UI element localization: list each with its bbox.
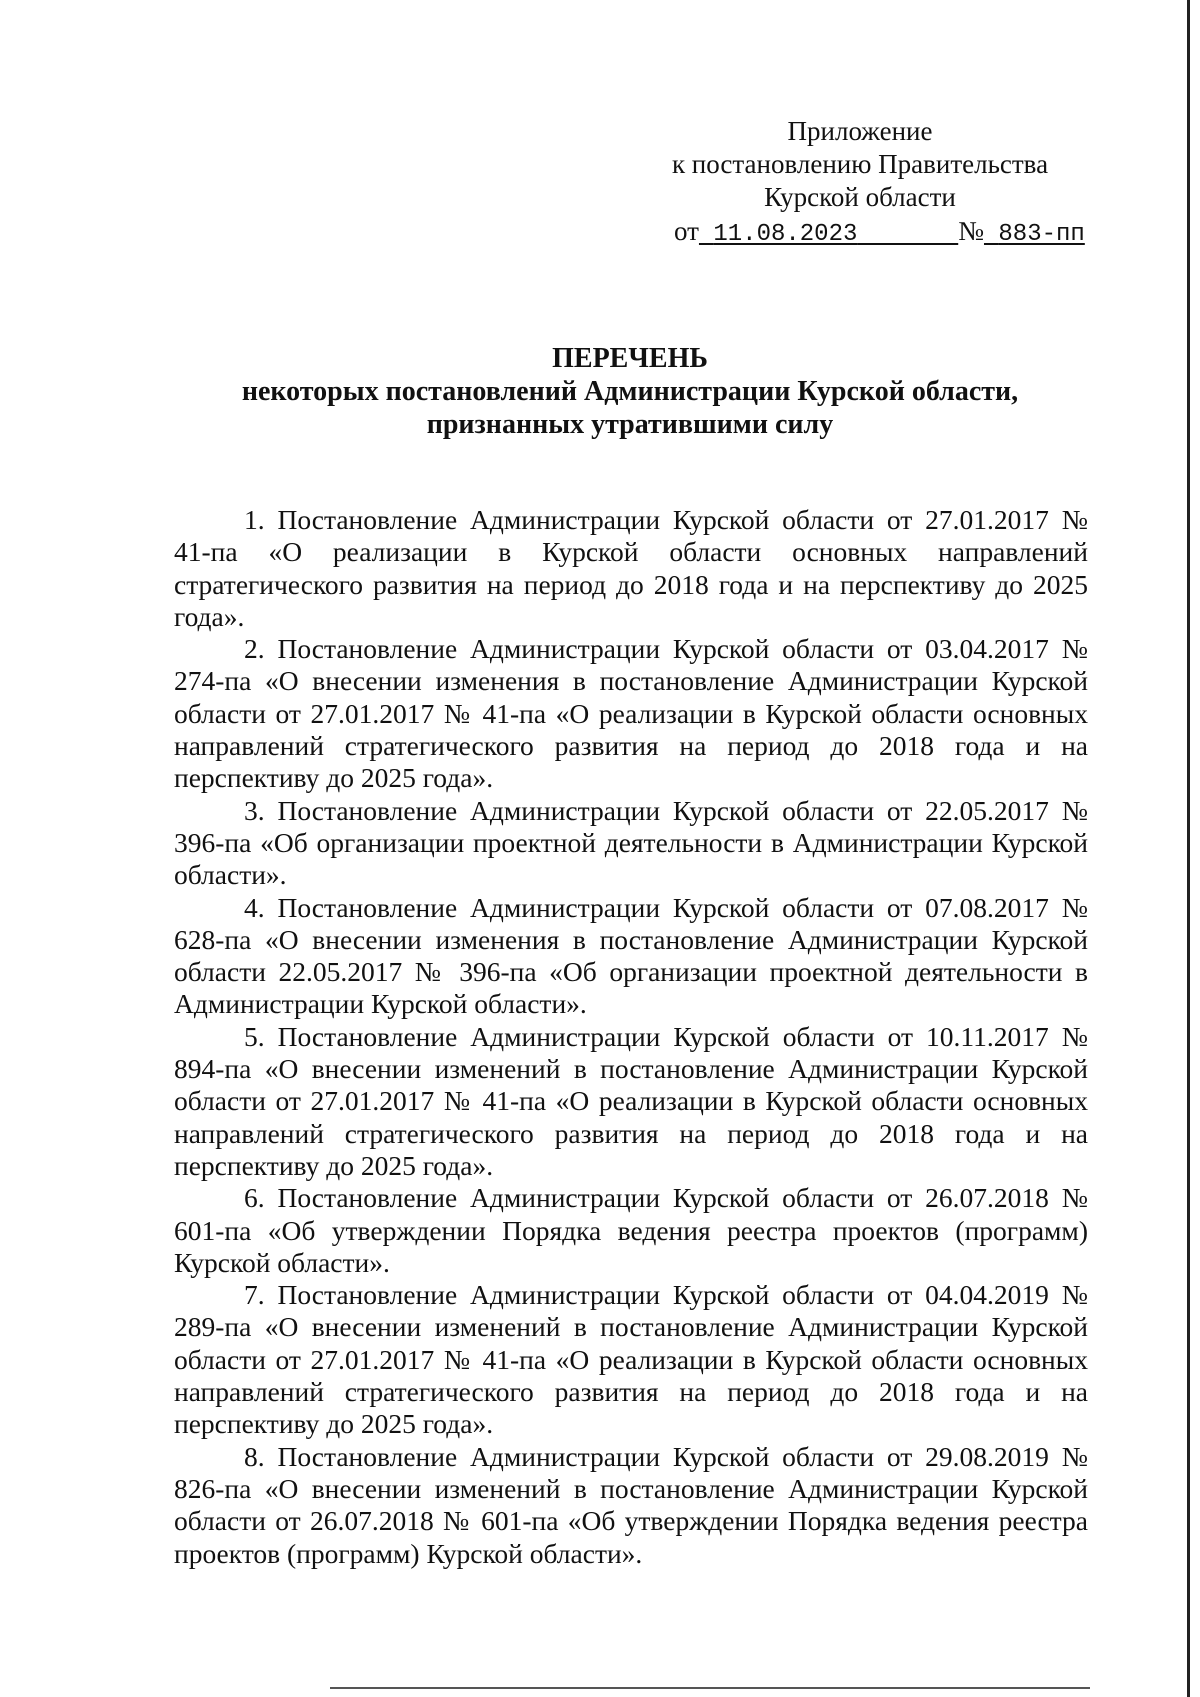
annex-header bbox=[640, 115, 1085, 251]
date-value: 11.08.2023 bbox=[713, 221, 858, 248]
list-item-8: 8. Постановление Администрации Курской области от 29.08.2019 № 826-па «О внесении изменений в постановление Администрации Курской области от 26.07.2018 № 601-па «Об утверждении Порядка ведения реестра проектов (программ) Курской области». bbox=[174, 1440, 1088, 1569]
list-item-1: 1. Постановление Администрации Курской области от 27.01.2017 № 41-па «О реализации в Курской области основных направлений стратегического развития на период до 2018 года и на перспективу до 2025 года». bbox=[174, 504, 1088, 632]
date-prefix: от bbox=[674, 216, 699, 246]
title-main: ПЕРЕЧЕНЬ bbox=[552, 343, 708, 374]
scan-edge-bottom bbox=[330, 1687, 1090, 1689]
scan-edge-right bbox=[1187, 0, 1190, 1697]
list-item-7: 7. Постановление Администрации Курской области от 04.04.2019 № 289-па «О внесении изменений в постановление Администрации Курской области от 27.01.2017 № 41-па «О реализации в Курской области основных направлений стратегического развития на период до 2018 года и на перспективу до 2025 года». bbox=[174, 1279, 1088, 1440]
list-item-6: 6. Постановление Администрации Курской области от 26.07.2018 № 601-па «Об утверждении Порядка ведения реестра проектов (программ) Курской области». bbox=[174, 1182, 1088, 1278]
list-item-4: 4. Постановление Администрации Курской области от 07.08.2017 № 628-па «О внесении изменения в постановление Администрации Курской области 22.05.2017 № 396-па «Об организации проектной деятельности в Администрации Курской области». bbox=[174, 891, 1088, 1020]
number-value: 883-пп bbox=[998, 221, 1085, 248]
title-sub-1: некоторых постановлений Администрации Курской области, bbox=[241, 376, 1019, 407]
list-item-2: 2. Постановление Администрации Курской области от 03.04.2017 № 274-па «О внесении изменения в постановление Администрации Курской области от 27.01.2017 № 41-па «О реализации в Курской области основных направлений стратегического развития на период до 2018 года и на перспективу до 2025 года». bbox=[174, 633, 1088, 794]
annex-reference-line bbox=[640, 215, 1085, 251]
annex-line-3: Курской области bbox=[764, 182, 956, 212]
annex-line-2: к постановлению Правительства bbox=[671, 149, 1049, 179]
number-prefix: № bbox=[958, 216, 984, 246]
title-sub-2: признанных утратившими силу bbox=[426, 409, 834, 440]
resolutions-list bbox=[174, 504, 1088, 1570]
list-item-3: 3. Постановление Администрации Курской области от 22.05.2017 № 396-па «Об организации проектной деятельности в Администрации Курской области». bbox=[174, 794, 1088, 891]
document-title bbox=[180, 342, 1080, 441]
annex-line-1: Приложение bbox=[787, 116, 933, 146]
list-item-5: 5. Постановление Администрации Курской области от 10.11.2017 № 894-па «О внесении изменений в постановление Администрации Курской области от 27.01.2017 № 41-па «О реализации в Курской области основных направлений стратегического развития на период до 2018 года и на перспективу до 2025 года». bbox=[174, 1020, 1088, 1181]
